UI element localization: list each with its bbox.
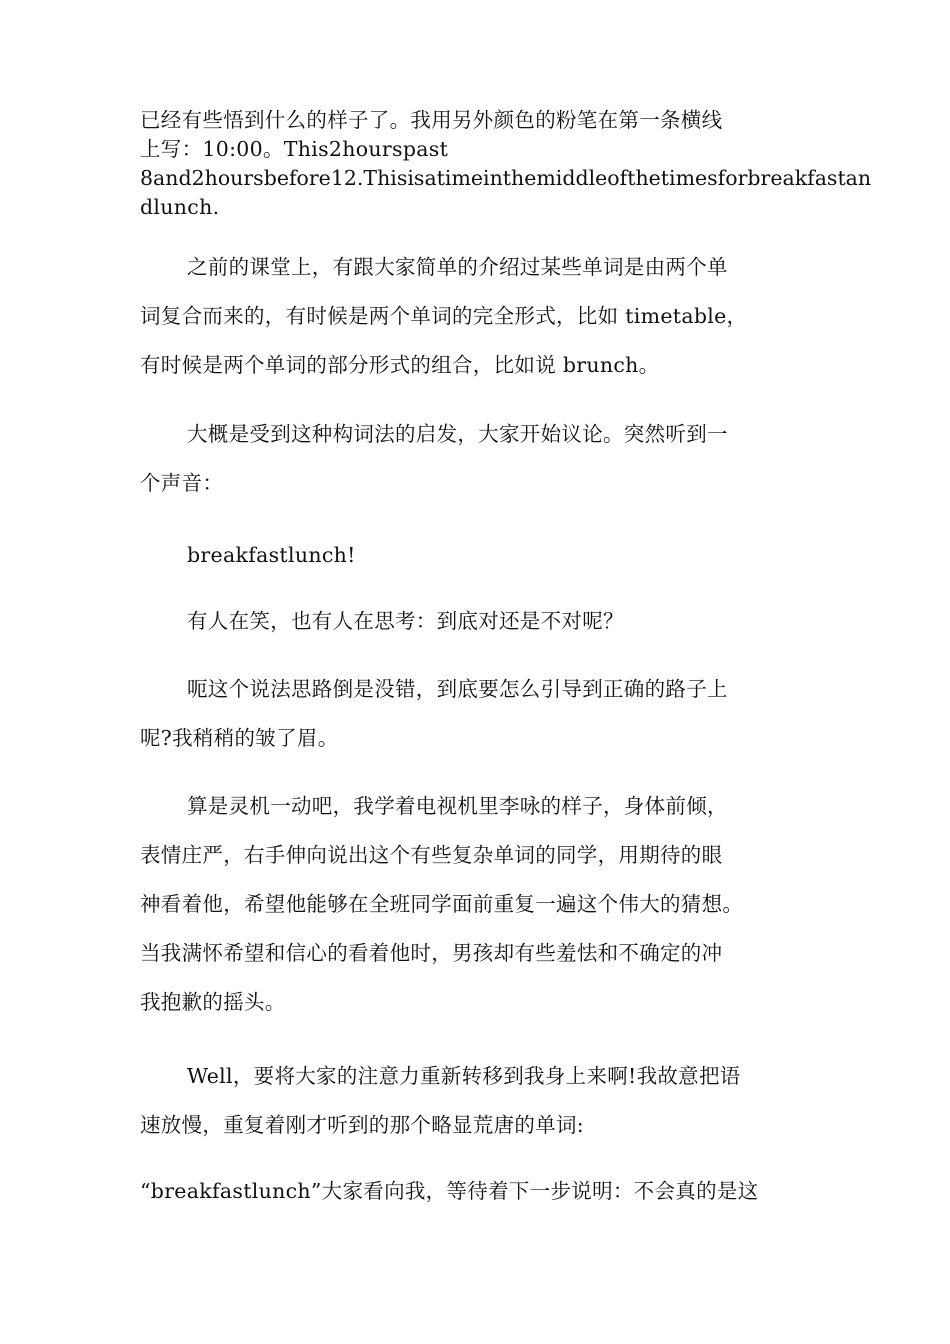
paragraph-6 bbox=[140, 665, 820, 763]
text-line: 已经有些悟到什么的样子了。我用另外颜色的粉笔在第一条横线 bbox=[140, 108, 723, 132]
text-line: 我抱歉的摇头。 bbox=[140, 990, 286, 1014]
text-line: 大概是受到这种构词法的启发，大家开始议论。突然听到一 bbox=[187, 422, 728, 446]
text-line: 上写：10:00。This2hourspast bbox=[140, 137, 449, 161]
paragraph-2 bbox=[140, 243, 820, 390]
paragraph-9 bbox=[140, 1167, 820, 1216]
text-line: 8and2hoursbefore12.Thisisatimeinthemiddleofthetimesforbreakfastan bbox=[140, 166, 872, 190]
paragraph-5 bbox=[140, 597, 820, 646]
text-line: 神看着他，希望他能够在全班同学面前重复一遍这个伟大的猜想。 bbox=[140, 892, 744, 916]
text-line: 算是灵机一动吧，我学着电视机里李咏的样子，身体前倾， bbox=[187, 794, 728, 818]
text-line: Well，要将大家的注意力重新转移到我身上来啊!我故意把语 bbox=[187, 1064, 741, 1088]
text-line: 有人在笑，也有人在思考：到底对还是不对呢？ bbox=[187, 609, 624, 633]
text-line: 速放慢，重复着刚才听到的那个略显荒唐的单词: bbox=[140, 1113, 585, 1137]
paragraph-3 bbox=[140, 410, 820, 508]
paragraph-4 bbox=[140, 531, 820, 580]
text-line: 表情庄严，右手伸向说出这个有些复杂单词的同学，用期待的眼 bbox=[140, 843, 723, 867]
text-line: 词复合而来的，有时候是两个单词的完全形式，比如 timetable， bbox=[140, 304, 748, 328]
paragraph-8 bbox=[140, 1052, 820, 1150]
text-line: breakfastlunch! bbox=[187, 543, 356, 567]
text-line: 之前的课堂上，有跟大家简单的介绍过某些单词是由两个单 bbox=[187, 255, 728, 279]
paragraph-7 bbox=[140, 782, 820, 1027]
text-line: 有时候是两个单词的部分形式的组合，比如说 brunch。 bbox=[140, 353, 660, 377]
paragraph-1 bbox=[140, 106, 872, 222]
text-line: “breakfastlunch”大家看向我，等待着下一步说明：不会真的是这 bbox=[140, 1179, 759, 1203]
text-line: 当我满怀希望和信心的看着他时，男孩却有些羞怯和不确定的冲 bbox=[140, 941, 723, 965]
text-line: dlunch. bbox=[140, 195, 220, 219]
text-line: 呃这个说法思路倒是没错，到底要怎么引导到正确的路子上 bbox=[187, 677, 728, 701]
text-line: 呢?我稍稍的皱了眉。 bbox=[140, 726, 339, 750]
text-line: 个声音： bbox=[140, 471, 224, 495]
